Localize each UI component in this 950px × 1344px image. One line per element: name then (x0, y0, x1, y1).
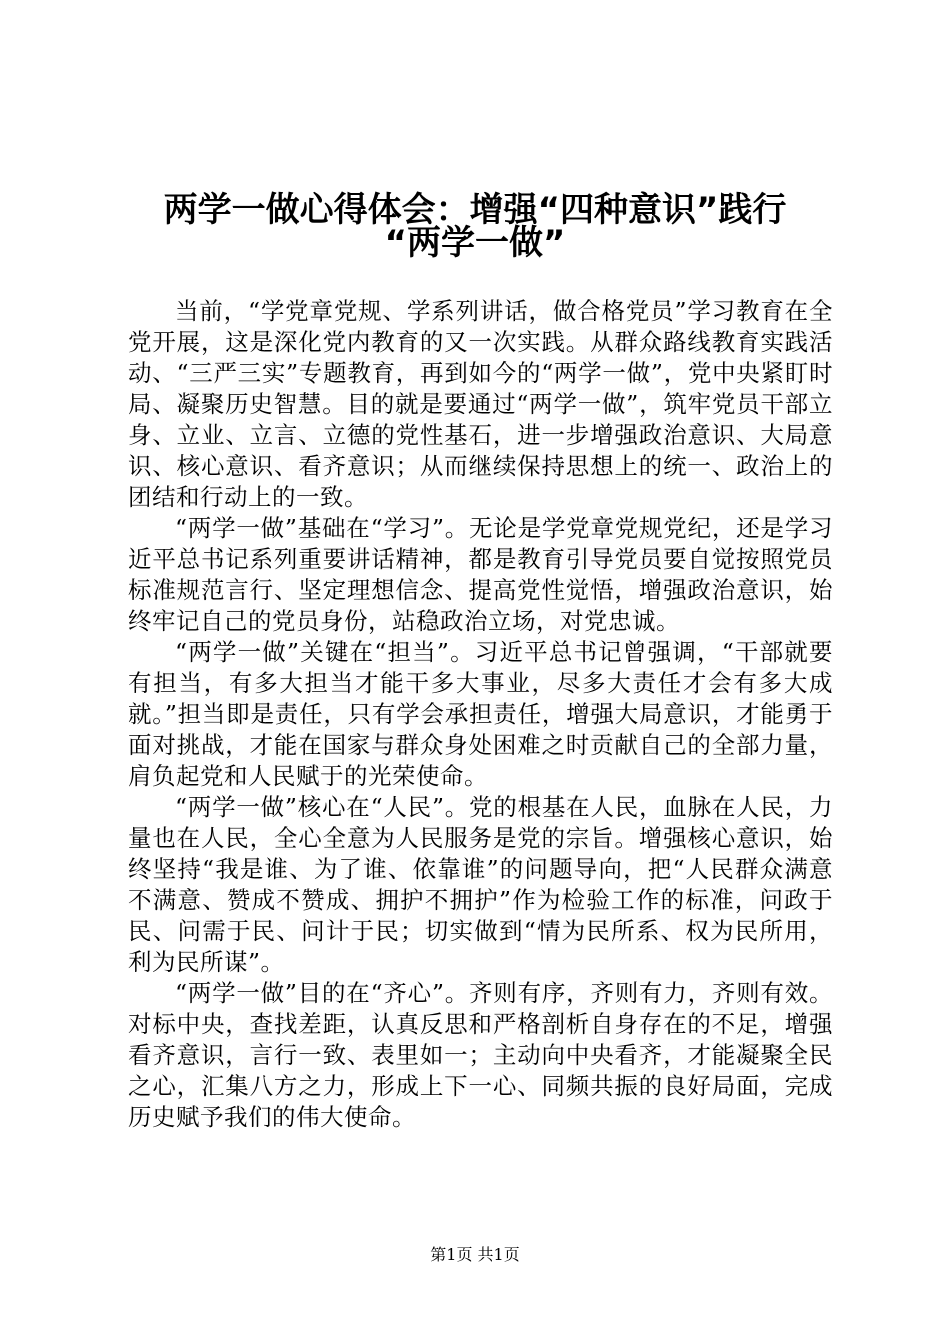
document-title-line-2: “两学一做” (384, 223, 566, 263)
paragraph-people: “两学一做”核心在“人民”。党的根基在人民，血脉在人民，力量也在人民，全心全意为人民服务是党的宗旨。增强核心意识，始终坚持“我是谁、为了谁、依靠谁”的问题导向，把“人民群众满意不满意、赞成不赞成、拥护不拥护”作为检验工作的标准，问政于民、问需于民、问计于民；切实做到“情为民所系、权为民所用，利为民所谋”。 (128, 793, 833, 976)
paragraph-responsibility: “两学一做”关键在“担当”。习近平总书记曾强调，“干部就要有担当，有多大担当才能干多大事业，尽多大责任才会有多大成就。”担当即是责任，只有学会承担责任，增强大局意识，才能勇于面对挑战，才能在国家与群众身处困难之时贡献自己的全部力量，肩负起党和人民赋于的光荣使命。 (128, 638, 833, 790)
document-title-line-1: 两学一做心得体会：增强“四种意识”践行 (163, 190, 787, 230)
page-number-footer: 第1页 共1页 (430, 1245, 520, 1264)
paragraph-study: “两学一做”基础在“学习”。无论是学党章党规党纪，还是学习近平总书记系列重要讲话精神，都是教育引导党员要自觉按照党员标准规范言行、坚定理想信念、提高党性觉悟，增强政治意识，始终牢记自己的党员身份，站稳政治立场，对党忠诚。 (128, 514, 833, 635)
paragraph-intro: 当前，“学党章党规、学系列讲话，做合格党员”学习教育在全党开展，这是深化党内教育的又一次实践。从群众路线教育实践活动、“三严三实”专题教育，再到如今的“两学一做”，党中央紧盯时局、凝聚历史智慧。目的就是要通过“两学一做”，筑牢党员干部立身、立业、立言、立德的党性基石，进一步增强政治意识、大局意识、核心意识、看齐意识；从而继续保持思想上的统一、政治上的团结和行动上的一致。 (128, 297, 833, 511)
document-body (128, 296, 833, 1133)
paragraph-unity: “两学一做”目的在“齐心”。齐则有序，齐则有力，齐则有效。对标中央，查找差距，认真反思和严格剖析自身存在的不足，增强看齐意识，言行一致、表里如一；主动向中央看齐，才能凝聚全民之心，汇集八方之力，形成上下一心、同频共振的良好局面，完成历史赋予我们的伟大使命。 (128, 979, 833, 1131)
